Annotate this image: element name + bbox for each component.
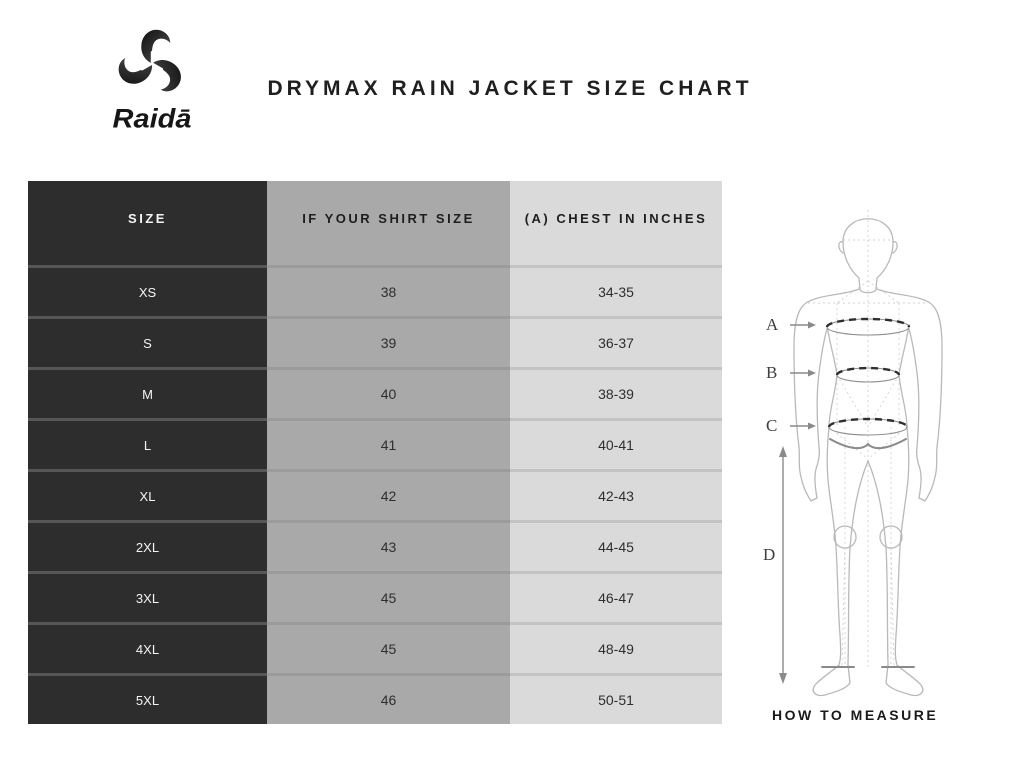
chest-cell: 36-37 xyxy=(510,316,722,367)
size-cell: 3XL xyxy=(28,571,267,622)
size-cell: S xyxy=(28,316,267,367)
table-row xyxy=(28,367,722,418)
page-title: DRYMAX RAIN JACKET SIZE CHART xyxy=(267,77,753,100)
chest-cell: 40-41 xyxy=(510,418,722,469)
brand-name: Raidā xyxy=(112,104,192,134)
size-cell: 2XL xyxy=(28,520,267,571)
size-cell: 4XL xyxy=(28,622,267,673)
shirt-size-cell: 38 xyxy=(267,265,510,316)
shirt-size-cell: 40 xyxy=(267,367,510,418)
chest-cell: 50-51 xyxy=(510,673,722,724)
table-row xyxy=(28,571,722,622)
shirt-size-cell: 45 xyxy=(267,571,510,622)
size-cell: XL xyxy=(28,469,267,520)
header-chest-inches: (A) CHEST IN INCHES xyxy=(510,181,722,265)
shirt-size-cell: 42 xyxy=(267,469,510,520)
shirt-size-cell: 45 xyxy=(267,622,510,673)
shirt-size-cell: 41 xyxy=(267,418,510,469)
chest-cell: 48-49 xyxy=(510,622,722,673)
table-header-row xyxy=(28,181,722,265)
table-row xyxy=(28,265,722,316)
brand-logo xyxy=(93,22,211,136)
size-chart-table xyxy=(28,181,722,724)
measure-arrow-icons xyxy=(779,322,816,685)
shirt-size-cell: 43 xyxy=(267,520,510,571)
table-row xyxy=(28,316,722,367)
how-to-measure-caption: HOW TO MEASURE xyxy=(772,707,939,723)
size-cell: XS xyxy=(28,265,267,316)
chest-cell: 42-43 xyxy=(510,469,722,520)
measure-label-b: B xyxy=(766,363,778,382)
header-shirt-size: IF YOUR SHIRT SIZE xyxy=(267,181,510,265)
chest-cell: 46-47 xyxy=(510,571,722,622)
body-measurement-figure xyxy=(750,185,1010,705)
table-row xyxy=(28,469,722,520)
header-size: SIZE xyxy=(28,181,267,265)
raida-pinwheel-logo-icon xyxy=(93,22,211,107)
table-row xyxy=(28,622,722,673)
shirt-size-cell: 39 xyxy=(267,316,510,367)
chest-cell: 38-39 xyxy=(510,367,722,418)
measure-label-c: C xyxy=(766,416,778,435)
size-cell: L xyxy=(28,418,267,469)
measure-label-a: A xyxy=(766,315,779,334)
size-cell: M xyxy=(28,367,267,418)
human-outline-diagram-icon xyxy=(750,185,1010,705)
shirt-size-cell: 46 xyxy=(267,673,510,724)
table-row xyxy=(28,418,722,469)
size-cell: 5XL xyxy=(28,673,267,724)
chest-cell: 34-35 xyxy=(510,265,722,316)
table-row xyxy=(28,520,722,571)
measure-label-d: D xyxy=(763,545,776,564)
table-row xyxy=(28,673,722,724)
chest-cell: 44-45 xyxy=(510,520,722,571)
